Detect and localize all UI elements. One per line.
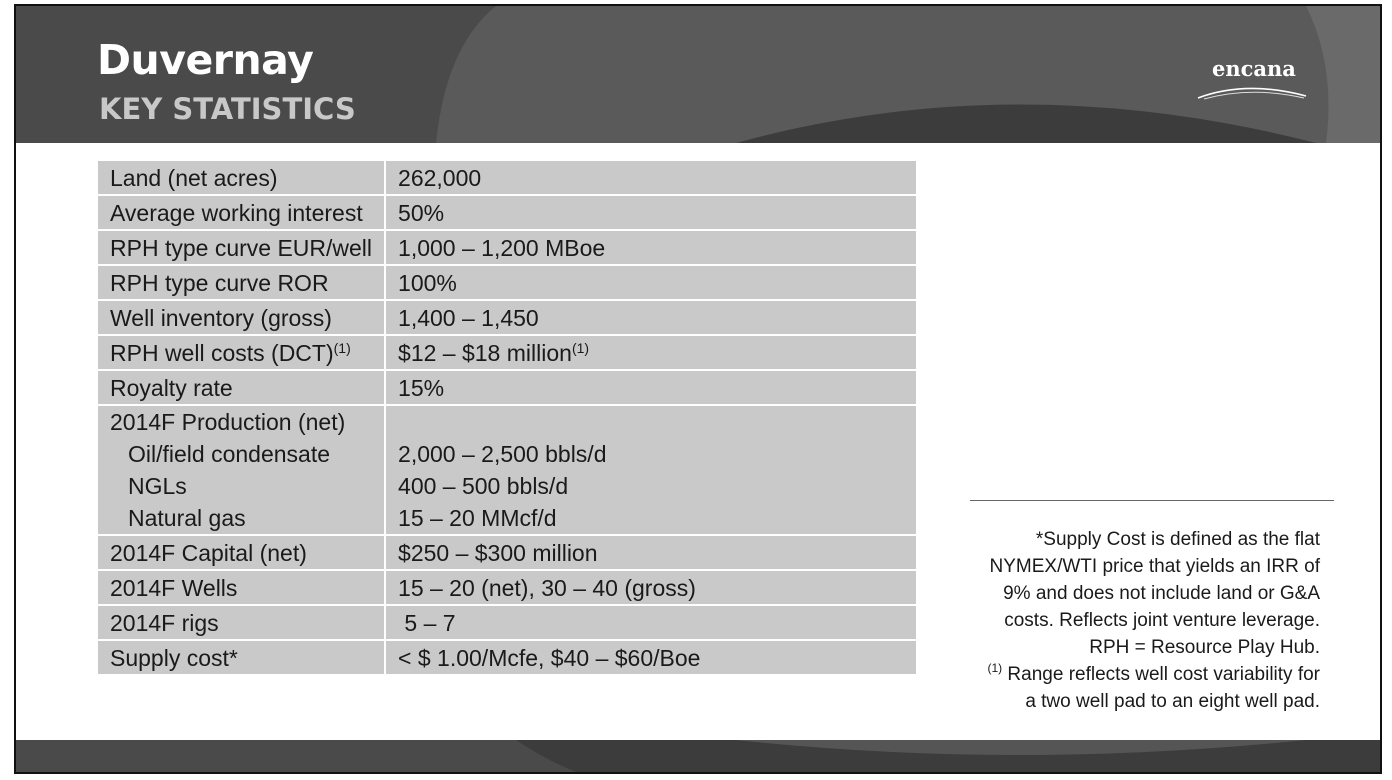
- footnote-marker: (1): [987, 661, 1003, 675]
- row-value: $250 – $300 million: [385, 535, 917, 570]
- row-sublabel: Oil/field condensate: [128, 441, 331, 467]
- logo-wordmark: encana: [1212, 56, 1296, 81]
- row-label: Royalty rate: [97, 370, 385, 405]
- row-value: 400 – 500 bbls/d: [398, 473, 569, 499]
- row-value: 5 – 7: [385, 605, 917, 640]
- note-line: NYMEX/WTI price that yields an IRR of: [989, 556, 1320, 577]
- row-value: 15 – 20 MMcf/d: [398, 505, 557, 531]
- table-row: [97, 570, 917, 605]
- row-sublabel: Natural gas: [128, 505, 246, 531]
- row-value: [398, 406, 904, 438]
- row-label: Land (net acres): [97, 160, 385, 195]
- row-sublabel: NGLs: [128, 473, 187, 499]
- row-value: < $ 1.00/Mcfe, $40 – $60/Boe: [385, 640, 917, 675]
- note-line-footnote: [974, 661, 1320, 688]
- footnote-marker: (1): [571, 339, 590, 356]
- header-band: [16, 6, 1380, 143]
- note-line: costs. Reflects joint venture leverage.: [1004, 610, 1320, 631]
- footnote-marker: (1): [333, 339, 351, 356]
- row-value: 1,400 – 1,450: [385, 300, 917, 335]
- footer-decoration: [16, 740, 1380, 772]
- row-label: Well inventory (gross): [97, 300, 385, 335]
- row-value: 1,000 – 1,200 MBoe: [385, 230, 917, 265]
- note-line: *Supply Cost is defined as the flat: [1035, 529, 1320, 550]
- encana-logo: [1196, 56, 1308, 100]
- slide-title: Duvernay: [97, 36, 314, 84]
- table-row: [97, 335, 917, 370]
- notes-divider: [970, 500, 1334, 501]
- slide-frame: [14, 4, 1382, 774]
- table-row: [97, 370, 917, 405]
- row-label: RPH well costs (DCT): [110, 339, 334, 366]
- row-label: 2014F Production (net): [110, 409, 346, 435]
- row-label: Average working interest: [97, 195, 385, 230]
- row-value: 50%: [385, 195, 917, 230]
- slide-subtitle: KEY STATISTICS: [99, 92, 356, 126]
- table-row: [97, 195, 917, 230]
- key-statistics-table: [96, 159, 918, 676]
- row-label-cell: [97, 335, 385, 370]
- row-label: Supply cost*: [97, 640, 385, 675]
- row-value-cell: [385, 335, 917, 370]
- row-label: 2014F Capital (net): [97, 535, 385, 570]
- note-line: 9% and does not include land or G&A: [1003, 583, 1320, 604]
- row-value: 262,000: [385, 160, 917, 195]
- row-value: 100%: [385, 265, 917, 300]
- row-value: 2,000 – 2,500 bbls/d: [398, 441, 607, 467]
- row-label: 2014F rigs: [97, 605, 385, 640]
- table-row: [97, 640, 917, 675]
- table-row: [97, 160, 917, 195]
- note-line: RPH = Resource Play Hub.: [1089, 637, 1320, 658]
- row-label-cell: [97, 405, 385, 535]
- note-line: a two well pad to an eight well pad.: [1025, 691, 1320, 712]
- table-row: [97, 230, 917, 265]
- row-label: 2014F Wells: [97, 570, 385, 605]
- row-value: 15%: [385, 370, 917, 405]
- row-value: $12 – $18 million: [398, 339, 572, 366]
- row-value-cell: [385, 405, 917, 535]
- footnotes: [974, 526, 1320, 715]
- table-row: [97, 300, 917, 335]
- logo-swoosh-icon: [1196, 78, 1308, 100]
- row-value: 15 – 20 (net), 30 – 40 (gross): [385, 570, 917, 605]
- table-row-production: [97, 405, 917, 535]
- table-row: [97, 265, 917, 300]
- table-row: [97, 535, 917, 570]
- table-row: [97, 605, 917, 640]
- row-label: RPH type curve ROR: [97, 265, 385, 300]
- footnote-text: Range reflects well cost variability for: [1002, 664, 1320, 685]
- footer-band: [16, 740, 1380, 772]
- row-label: RPH type curve EUR/well: [97, 230, 385, 265]
